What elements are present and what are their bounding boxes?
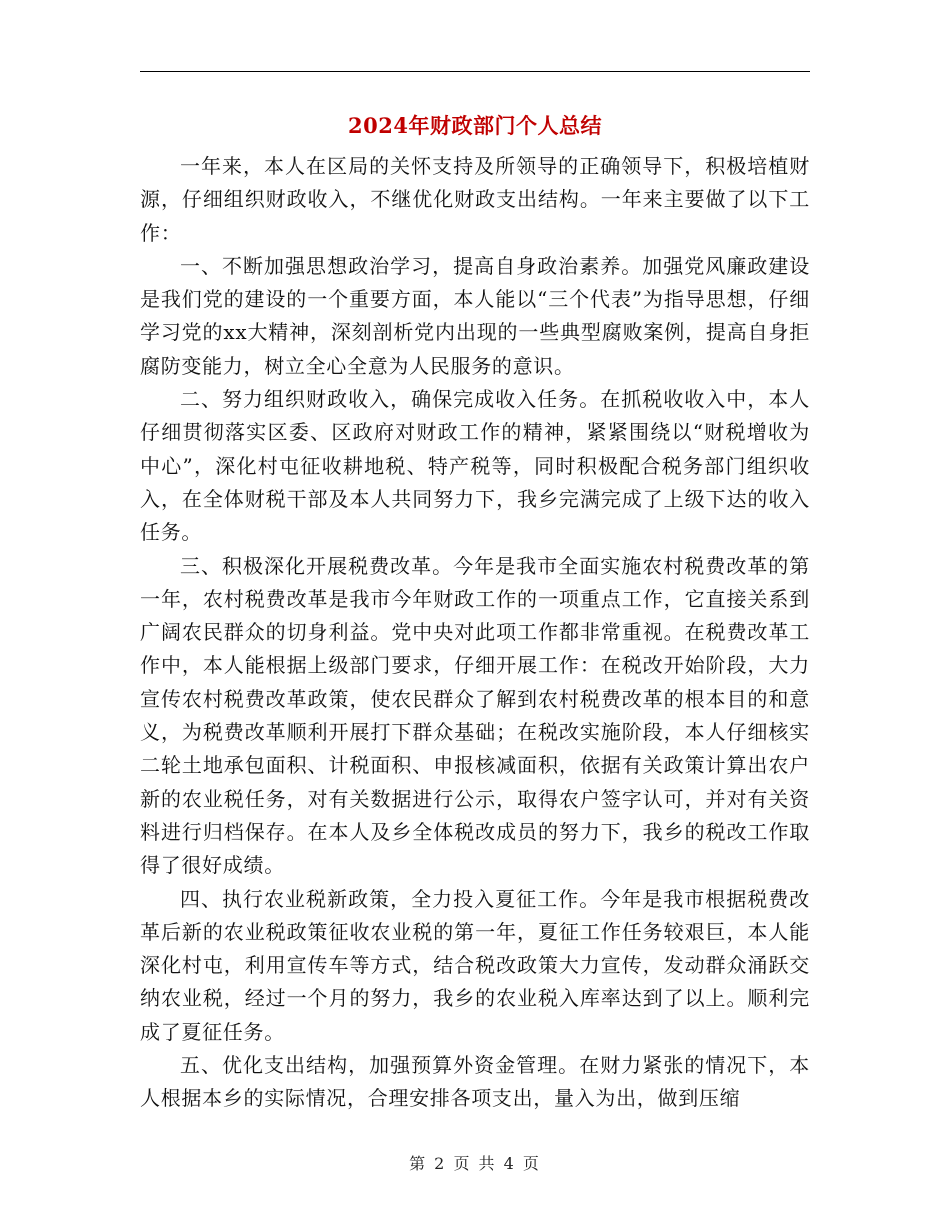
page-number-footer: 第 2 页 共 4 页 [409, 1154, 541, 1173]
paragraph-section-5: 五、优化支出结构，加强预算外资金管理。在财力紧张的情况下，本人根据本乡的实际情况，合理安排各项支出，量入为出，做到压缩 [140, 1053, 810, 1111]
paragraph-section-4: 四、执行农业税新政策，全力投入夏征工作。今年是我市根据税费改革后新的农业税政策征收农业税的第一年，夏征工作任务较艰巨，本人能深化村屯，利用宣传车等方式，结合税改政策大力宣传，发动群众涌跃交纳农业税，经过一个月的努力，我乡的农业税入库率达到了以上。顺利完成了夏征任务。 [140, 886, 810, 1044]
paragraph-section-3: 三、积极深化开展税费改革。今年是我市全面实施农村税费改革的第一年，农村税费改革是我市今年财政工作的一项重点工作，它直接关系到广阔农民群众的切身利益。党中央对此项工作都非常重视。在税费改革工作中，本人能根据上级部门要求，仔细开展工作：在税改开始阶段，大力宣传农村税费改革政策，使农民群众了解到农村税费改革的根本目的和意义，为税费改革顺利开展打下群众基础；在税改实施阶段，本人仔细核实二轮土地承包面积、计税面积、申报核减面积，依据有关政策计算出农户新的农业税任务，对有关数据进行公示，取得农户签字认可，并对有关资料进行归档保存。在本人及乡全体税改成员的努力下，我乡的税改工作取得了很好成绩。 [140, 553, 810, 878]
document-body [140, 150, 810, 1116]
document-title: 2024年财政部门个人总结 [348, 113, 602, 138]
paragraph-section-1: 一、不断加强思想政治学习，提高自身政治素养。加强党风廉政建设是我们党的建设的一个重要方面，本人能以“三个代表”为指导思想，仔细学习党的xx大精神，深刻剖析党内出现的一些典型腐败案例，提高自身拒腐防变能力，树立全心全意为人民服务的意识。 [140, 253, 810, 378]
paragraph-intro: 一年来，本人在区局的关怀支持及所领导的正确领导下，积极培植财源，仔细组织财政收入，不继优化财政支出结构。一年来主要做了以下工作： [140, 154, 810, 245]
paragraph-section-2: 二、努力组织财政收入，确保完成收入任务。在抓税收收入中，本人仔细贯彻落实区委、区政府对财政工作的精神，紧紧围绕以“财税增收为中心”，深化村屯征收耕地税、特产税等，同时积极配合税务部门组织收入，在全体财税干部及本人共同努力下，我乡完满完成了上级下达的收入任务。 [140, 387, 810, 545]
header-rule [140, 71, 810, 72]
